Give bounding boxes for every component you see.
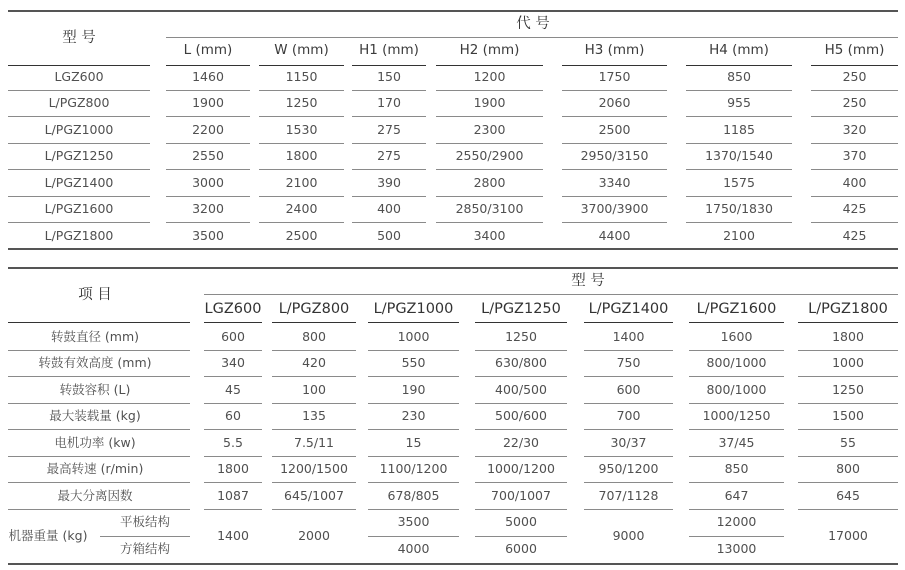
table2-value-cell: 230 (401, 408, 426, 423)
table1-value-cell: 3000 (192, 175, 224, 190)
table1-row-rule (166, 143, 250, 144)
table2-row-rule (798, 403, 898, 404)
table2-weight-sub-label: 平板结构 (119, 514, 170, 529)
table2-row-rule (272, 429, 356, 430)
table2-bottom-rule (8, 563, 898, 565)
table1-value-cell: 2300 (473, 122, 506, 137)
table1-value-cell: 2100 (285, 175, 318, 190)
table2-row-rule (798, 482, 898, 483)
table2-row-rule (272, 482, 356, 483)
table2-row-rule (584, 350, 673, 351)
table2-value-cell: 630/800 (495, 355, 547, 370)
table2-value-cell: 1800 (832, 329, 864, 344)
table1-model-cell: L/PGZ1000 (44, 122, 114, 137)
table2-value-cell: 22/30 (502, 435, 540, 450)
table2-row-rule (368, 376, 459, 377)
table1-header-rule (811, 65, 898, 66)
table2-value-cell: 678/805 (387, 488, 440, 503)
table1-row-rule (352, 196, 426, 197)
table2-row-rule (272, 456, 356, 457)
table2-row-rule (798, 456, 898, 457)
table1-row-rule (8, 222, 150, 223)
table1-value-cell: 390 (377, 175, 401, 190)
table1-value-cell: 275 (377, 122, 401, 137)
table1-value-cell: 2550/2900 (455, 148, 524, 163)
table1-row-rule (686, 169, 792, 170)
table1-row-rule (166, 116, 250, 117)
table2-row-rule (584, 456, 673, 457)
table2-weight-label: 机器重量 (kg) (8, 528, 88, 543)
table1-row-rule (259, 90, 344, 91)
table2-row-rule (475, 376, 567, 377)
table1-row-rule (259, 143, 344, 144)
table2-value-cell: 1500 (832, 408, 864, 423)
table1-row-rule (562, 169, 667, 170)
table2-value-cell: 950/1200 (598, 461, 659, 476)
table2-column-header: L/PGZ800 (278, 301, 350, 317)
table1-column-header: H3 (mm) (584, 42, 645, 58)
table2-value-cell: 707/1128 (598, 488, 659, 503)
table2-row-rule (204, 350, 262, 351)
table2-weight-split-rule (368, 536, 459, 537)
table2-column-header: L/PGZ1400 (588, 301, 669, 317)
table1-model-cell: L/PGZ1400 (44, 175, 114, 190)
table1-row-rule (259, 222, 344, 223)
table1-value-cell: 1750 (598, 69, 631, 84)
table2-value-cell: 1400 (612, 329, 645, 344)
table2-row-rule (689, 403, 784, 404)
table1-value-cell: 400 (377, 201, 401, 216)
table2-item-cell: 最高转速 (r/min) (46, 461, 144, 476)
table1-value-cell: 1150 (285, 69, 318, 84)
table1-value-cell: 1250 (285, 95, 318, 110)
table2-row-rule (204, 429, 262, 430)
table1-row-rule (8, 143, 150, 144)
table2-value-cell: 340 (221, 355, 245, 370)
table2-column-header: L/PGZ1600 (696, 301, 777, 317)
table1-value-cell: 250 (842, 95, 867, 110)
table2-value-cell: 500/600 (495, 408, 547, 423)
table1-row-rule (352, 143, 426, 144)
table1-row-rule (352, 169, 426, 170)
table2-row-rule (368, 429, 459, 430)
table2-row-rule (475, 509, 567, 510)
table1-row-rule (8, 169, 150, 170)
table2-value-cell: 700 (616, 408, 641, 423)
table2-row-rule (689, 350, 784, 351)
table2-row-rule (204, 376, 262, 377)
table1-value-cell: 150 (377, 69, 401, 84)
table2-row-rule (689, 456, 784, 457)
table1-column-header: H4 (mm) (709, 42, 769, 58)
table1-row-rule (352, 222, 426, 223)
table2-column-header: LGZ600 (204, 301, 262, 317)
table1-column-header: H2 (mm) (459, 42, 520, 58)
table1-row-rule (436, 116, 543, 117)
table2-value-cell: 800/1000 (706, 355, 767, 370)
table2-value-cell: 750 (616, 355, 641, 370)
table2-row-rule (689, 376, 784, 377)
table1-row-rule (562, 196, 667, 197)
table2-value-cell: 1250 (505, 329, 537, 344)
table1-value-cell: 1185 (723, 122, 755, 137)
table1-header-rule (436, 65, 543, 66)
table2-row-rule (272, 509, 356, 510)
table1-row-rule (562, 143, 667, 144)
table2-row-rule (584, 376, 673, 377)
table2-weight-cell: 6000 (505, 541, 537, 556)
table2-item-cell: 转鼓容积 (L) (59, 382, 131, 397)
table2-value-cell: 600 (221, 329, 245, 344)
table2-row-rule (368, 456, 459, 457)
table1-value-cell: 250 (842, 69, 867, 84)
table1-value-cell: 2100 (723, 228, 755, 243)
table1-row-rule (259, 116, 344, 117)
table2-header-rule (272, 322, 356, 323)
table2-row-rule (8, 482, 190, 483)
table2-value-cell: 800 (302, 329, 326, 344)
table2-row-rule (368, 350, 459, 351)
table2-value-cell: 1000 (832, 355, 864, 370)
table2-weight-split-rule (689, 536, 784, 537)
table1-value-cell: 3200 (192, 201, 224, 216)
table2-weight-cell: 3500 (397, 514, 430, 529)
table1-row-rule (166, 169, 250, 170)
table2-row-rule (272, 350, 356, 351)
table2-row-rule (475, 482, 567, 483)
table1-row-rule (562, 222, 667, 223)
table2-value-cell: 645/1007 (284, 488, 344, 503)
table1-value-cell: 3700/3900 (580, 201, 649, 216)
table1-row-rule (352, 90, 426, 91)
table2-row-rule (475, 456, 567, 457)
table1-value-cell: 1575 (723, 175, 755, 190)
table2-header-rule (798, 322, 898, 323)
table2-row-rule (204, 456, 262, 457)
table2-row-rule (689, 482, 784, 483)
table1-header-rule (562, 65, 667, 66)
table1-row-rule (166, 90, 250, 91)
table1-row-rule (686, 116, 792, 117)
table1-column-header: L (mm) (183, 42, 233, 58)
table2-row-rule (8, 456, 190, 457)
table2-item-cell: 最大装载量 (kg) (49, 408, 141, 423)
table2-weight-cell: 12000 (716, 514, 757, 529)
table2-item-cell: 电机功率 (kw) (54, 435, 136, 450)
table1-row-rule (166, 222, 250, 223)
table1-row-rule (562, 90, 667, 91)
table1-model-header: 型 号 (62, 30, 96, 46)
table2-header-rule (689, 322, 784, 323)
table2-row-rule (272, 376, 356, 377)
table2-column-header: L/PGZ1000 (373, 301, 454, 317)
table1-row-rule (811, 116, 898, 117)
table1-value-cell: 1370/1540 (705, 148, 773, 163)
table1-header-rule (8, 65, 150, 66)
table1-row-rule (811, 169, 898, 170)
table1-value-cell: 955 (727, 95, 751, 110)
table1-row-rule (436, 222, 543, 223)
table1-row-rule (8, 90, 150, 91)
table1-row-rule (686, 196, 792, 197)
table2-row-rule (798, 376, 898, 377)
table2-value-cell: 7.5/11 (294, 435, 334, 450)
table2-row-rule (272, 403, 356, 404)
table2-row-rule (204, 482, 262, 483)
table1-row-rule (436, 196, 543, 197)
table1-row-rule (686, 222, 792, 223)
table1-value-cell: 1530 (285, 122, 318, 137)
table2-row-rule (8, 403, 190, 404)
table1-header-rule (352, 65, 426, 66)
table2-row-rule (204, 403, 262, 404)
table2-row-rule (584, 429, 673, 430)
table2-row-rule (584, 403, 673, 404)
table2-value-cell: 1000/1250 (702, 408, 771, 423)
table2-item-cell: 转鼓直径 (mm) (50, 329, 140, 344)
table1-code-rule (166, 37, 898, 38)
table1-row-rule (436, 143, 543, 144)
table2-row-rule (204, 509, 262, 510)
table1-row-rule (811, 143, 898, 144)
table1-row-rule (811, 196, 898, 197)
table1-value-cell: 1900 (192, 95, 224, 110)
table1-row-rule (8, 116, 150, 117)
table1-value-cell: 1460 (192, 69, 224, 84)
table1-value-cell: 2550 (192, 148, 224, 163)
table1-row-rule (8, 196, 150, 197)
table2-value-cell: 1200/1500 (280, 461, 348, 476)
table1-value-cell: 400 (842, 175, 867, 190)
table1-value-cell: 4400 (598, 228, 631, 243)
table1-row-rule (436, 90, 543, 91)
table1-top-rule (8, 10, 898, 12)
table1-value-cell: 2950/3150 (580, 148, 649, 163)
table1-value-cell: 2800 (473, 175, 506, 190)
table2-header-rule (475, 322, 567, 323)
table2-weight-cell: 1400 (217, 528, 249, 543)
table1-value-cell: 2500 (598, 122, 631, 137)
table2-row-rule (368, 509, 459, 510)
table1-value-cell: 2850/3100 (455, 201, 524, 216)
table2-weight-cell: 13000 (716, 541, 757, 556)
table2-column-header: L/PGZ1800 (808, 301, 888, 317)
table1-column-header: H1 (mm) (359, 42, 419, 58)
table2-row-rule (798, 509, 898, 510)
table1-row-rule (436, 169, 543, 170)
table1-value-cell: 1750/1830 (705, 201, 773, 216)
table1-bottom-rule (8, 248, 898, 250)
table2-weight-cell: 5000 (505, 514, 537, 529)
table2-row-rule (475, 403, 567, 404)
table2-value-cell: 400/500 (495, 382, 547, 397)
table1-value-cell: 275 (377, 148, 401, 163)
table2-value-cell: 45 (225, 382, 241, 397)
table1-model-cell: L/PGZ1600 (44, 201, 114, 216)
table2-header-rule (584, 322, 673, 323)
table2-row-rule (475, 429, 567, 430)
table1-column-header: H5 (mm) (824, 42, 885, 58)
table2-model-rule (204, 294, 898, 295)
table2-row-rule (798, 429, 898, 430)
table2-value-cell: 190 (401, 382, 426, 397)
table1-row-rule (259, 169, 344, 170)
table2-value-cell: 647 (724, 488, 749, 503)
table1-value-cell: 2500 (285, 228, 318, 243)
table2-value-cell: 1000/1200 (487, 461, 555, 476)
table2-row-rule (8, 350, 190, 351)
table1-row-rule (811, 90, 898, 91)
table1-model-cell: L/PGZ1800 (44, 228, 114, 243)
table1-value-cell: 3500 (192, 228, 224, 243)
table2-value-cell: 5.5 (223, 435, 243, 450)
table2-item-cell: 转鼓有效高度 (mm) (38, 355, 152, 370)
table2-row-rule (689, 509, 784, 510)
table1-row-rule (562, 116, 667, 117)
table2-value-cell: 420 (302, 355, 326, 370)
table2-header-rule (368, 322, 459, 323)
table2-value-cell: 645 (836, 488, 860, 503)
table2-value-cell: 15 (405, 435, 422, 450)
table1-value-cell: 1200 (473, 69, 506, 84)
table1-value-cell: 370 (842, 148, 867, 163)
table1-value-cell: 320 (842, 122, 867, 137)
table1-code-header: 代 号 (516, 16, 550, 32)
table1-value-cell: 850 (727, 69, 751, 84)
table2-value-cell: 550 (401, 355, 426, 370)
table2-value-cell: 700/1007 (491, 488, 551, 503)
table2-value-cell: 30/37 (610, 435, 647, 450)
table2-header-rule (204, 322, 262, 323)
table1-row-rule (686, 90, 792, 91)
table1-value-cell: 2200 (192, 122, 224, 137)
table2-value-cell: 850 (724, 461, 749, 476)
table2-value-cell: 55 (840, 435, 856, 450)
table2-value-cell: 1800 (217, 461, 249, 476)
table2-value-cell: 1100/1200 (379, 461, 448, 476)
table2-row-rule (689, 429, 784, 430)
table2-value-cell: 800/1000 (706, 382, 767, 397)
table2-weight-cell: 9000 (612, 528, 645, 543)
table2-value-cell: 1087 (217, 488, 249, 503)
table1-header-rule (166, 65, 250, 66)
table2-row-rule (584, 509, 673, 510)
table2-value-cell: 600 (616, 382, 641, 397)
table2-model-header: 型 号 (571, 273, 605, 289)
table1-value-cell: 1900 (473, 95, 506, 110)
table2-row-rule (368, 482, 459, 483)
table2-item-cell: 最大分离因数 (57, 488, 133, 503)
table1-row-rule (352, 116, 426, 117)
table2-row-rule (475, 350, 567, 351)
table1-value-cell: 1800 (285, 148, 318, 163)
table1-row-rule (811, 222, 898, 223)
table1-header-rule (259, 65, 344, 66)
table1-value-cell: 425 (842, 228, 867, 243)
table2-value-cell: 1250 (832, 382, 864, 397)
table2-value-cell: 1000 (397, 329, 430, 344)
table2-value-cell: 800 (836, 461, 860, 476)
table2-weight-cell: 2000 (298, 528, 330, 543)
table2-row-rule (8, 376, 190, 377)
table2-value-cell: 37/45 (718, 435, 755, 450)
table2-weight-cell: 4000 (397, 541, 430, 556)
table1-value-cell: 3400 (473, 228, 506, 243)
table2-row-rule (584, 482, 673, 483)
table1-value-cell: 3340 (598, 175, 631, 190)
table2-weight-sub-label: 方箱结构 (119, 541, 170, 556)
table1-value-cell: 2060 (598, 95, 631, 110)
table1-value-cell: 425 (842, 201, 867, 216)
table2-value-cell: 100 (302, 382, 326, 397)
table1-model-cell: L/PGZ800 (48, 95, 110, 110)
table2-weight-cell: 17000 (828, 528, 868, 543)
table1-row-rule (259, 196, 344, 197)
table1-value-cell: 2400 (285, 201, 318, 216)
table2-weight-split-rule (475, 536, 567, 537)
table2-item-header: 项 目 (78, 287, 112, 303)
table1-column-header: W (mm) (274, 42, 329, 58)
table2-row-rule (368, 403, 459, 404)
table1-model-cell: LGZ600 (54, 69, 104, 84)
table2-header-rule (8, 322, 190, 323)
table2-value-cell: 135 (302, 408, 326, 423)
table2-row-rule (8, 509, 190, 510)
table2-top-rule (8, 267, 898, 269)
table1-row-rule (686, 143, 792, 144)
table1-model-cell: L/PGZ1250 (44, 148, 114, 163)
table2-value-cell: 1600 (720, 329, 753, 344)
table2-row-rule (8, 429, 190, 430)
table2-column-header: L/PGZ1250 (481, 301, 561, 317)
table1-header-rule (686, 65, 792, 66)
table1-value-cell: 500 (377, 228, 401, 243)
table1-value-cell: 170 (377, 95, 401, 110)
table2-row-rule (798, 350, 898, 351)
table2-value-cell: 60 (225, 408, 241, 423)
table1-row-rule (166, 196, 250, 197)
